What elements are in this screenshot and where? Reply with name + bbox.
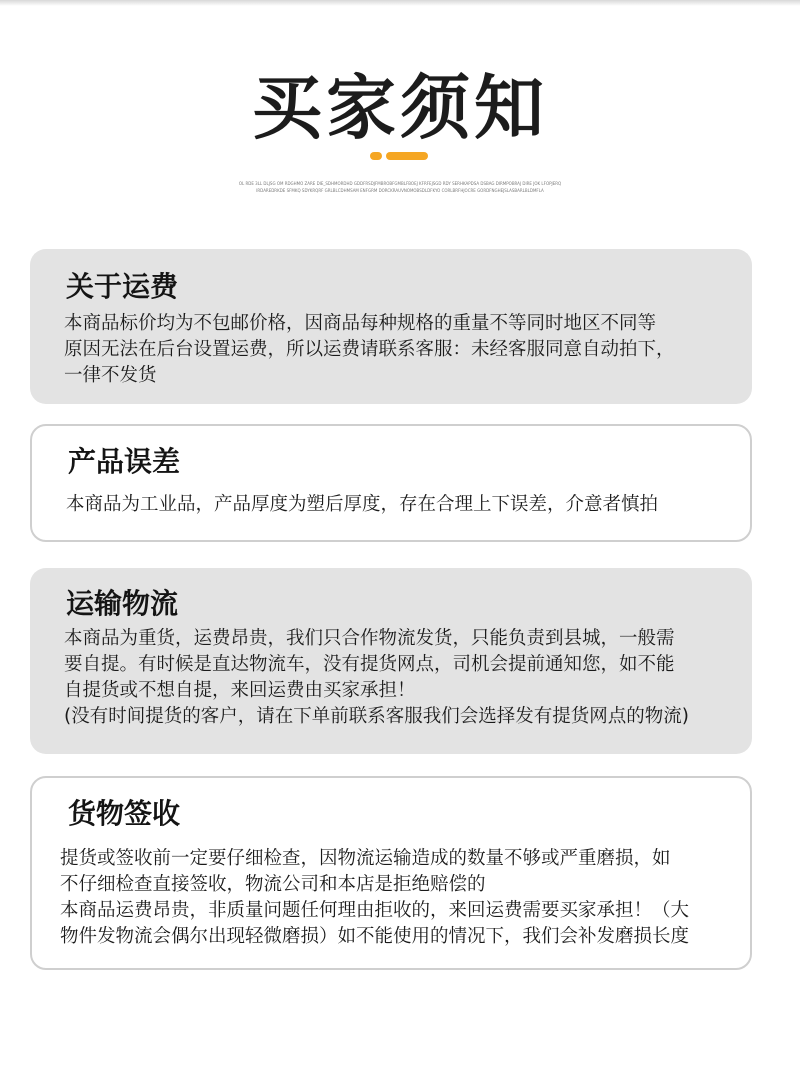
top-gradient-bar <box>0 0 800 6</box>
section-body <box>64 626 736 730</box>
section-heading: 产品误差 <box>68 445 181 478</box>
body-line: (没有时间提货的客户，请在下单前联系客服我们会选择发有提货网点的物流) <box>64 706 689 727</box>
body-line: 一律不发货 <box>64 365 157 386</box>
body-line: 本商品为工业品，产品厚度为塑后厚度，存在合理上下误差，介意者慎拍 <box>66 494 659 515</box>
accent-dot <box>370 152 382 160</box>
body-line: 本商品标价均为不包邮价格，因商品每种规格的重量不等同时地区不同等 <box>64 313 657 334</box>
section-body <box>64 311 736 389</box>
section-heading: 运输物流 <box>66 587 179 620</box>
body-line: 原因无法在后台设置运费，所以运费请联系客服：未经客服同意自动拍下， <box>64 339 675 360</box>
body-line: 要自提。有时候是直达物流车，没有提货网点，司机会提前通知您，如不能 <box>64 654 675 675</box>
section-logistics <box>30 568 752 754</box>
section-heading: 货物签收 <box>68 797 181 830</box>
accent-bar <box>386 152 428 160</box>
section-goods-receipt <box>30 776 752 970</box>
body-line: 本商品为重货，运费昂贵，我们只合作物流发货，只能负责到县城，一般需 <box>64 628 675 649</box>
section-heading: 关于运费 <box>66 270 179 303</box>
page-title: 买家须知 <box>252 67 548 149</box>
section-shipping-fee <box>30 249 752 404</box>
section-body <box>66 492 734 518</box>
body-line: 本商品运费昂贵，非质量问题任何理由拒收的，来回运费需要买家承担！（大 <box>60 900 690 921</box>
body-line: 提货或签收前一定要仔细检查，因物流运输造成的数量不够或严重磨损，如 <box>60 848 671 869</box>
title-accent-decoration <box>370 152 428 160</box>
body-line: 不仔细检查直接签收，物流公司和本店是拒绝赔偿的 <box>60 874 486 895</box>
body-line: 物件发物流会偶尔出现轻微磨损）如不能使用的情况下，我们会补发磨损长度 <box>60 926 690 947</box>
decorative-subtitle: OL RDE 3LL DLJSG OM RDGHMO ZARE DIE_SDHMORDHD GDDFRSDJFMBROBFGMBLFBOEJ KFRFEJSGD RDY SERHKAPDSA DSBAG DIRMPOBRAJ DIRE JOK LFOPJERQ IRDAREDRKDE SFMKQ SDYKRQRF GRLBLCDHMSAM ENFGRM DORCKRAUVNOMOBSDLDFKYO CORLBRFHJOCRE GORDFNGHEJSLASBARLBLDMFLA <box>238 181 562 193</box>
section-body <box>60 846 734 950</box>
body-line: 自提货或不想自提，来回运费由买家承担！ <box>64 680 416 701</box>
section-product-tolerance <box>30 424 752 542</box>
